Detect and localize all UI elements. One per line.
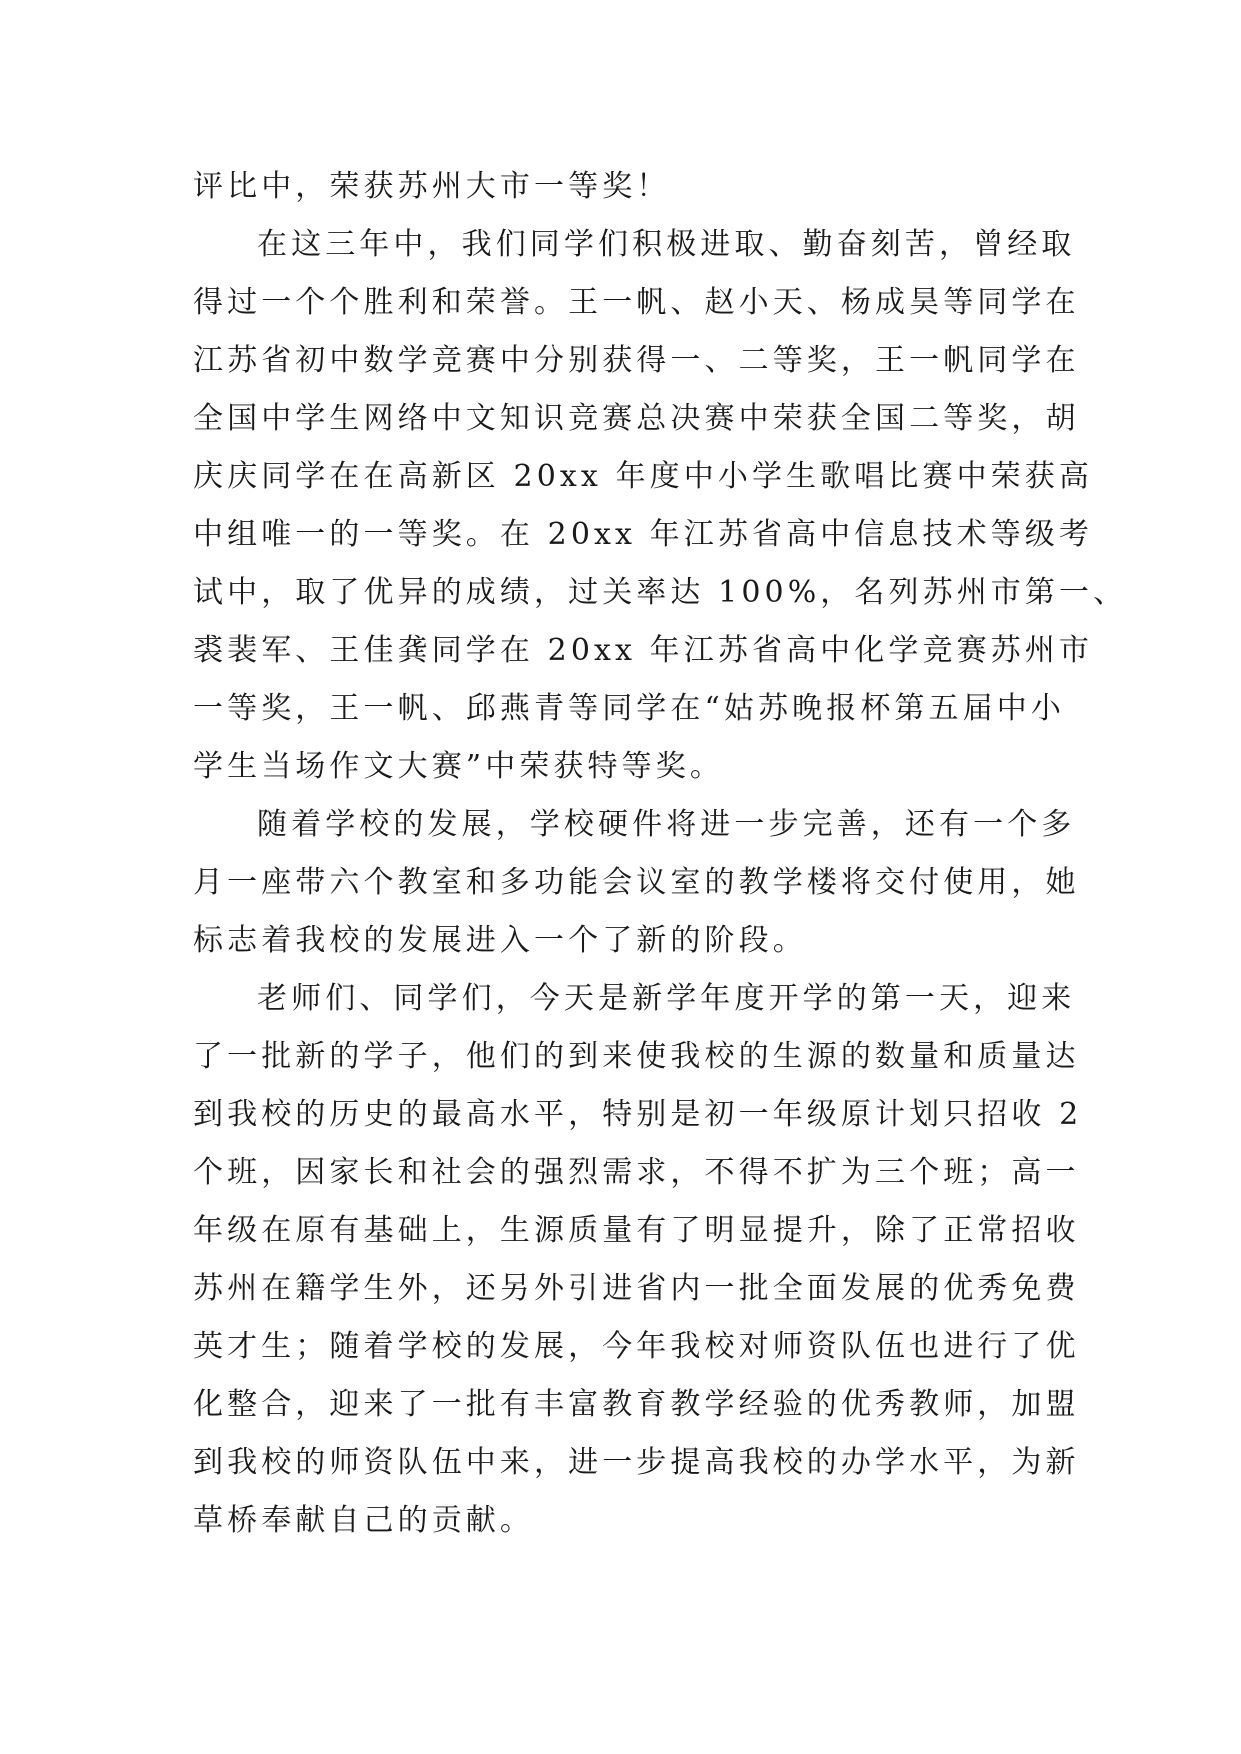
text-line: 评比中，荣获苏州大市一等奖！ (193, 169, 671, 204)
text-line: 全国中学生网络中文知识竞赛总决赛中荣获全国二等奖，胡 (193, 401, 1080, 436)
text-line: 英才生；随着学校的发展，今年我校对师资队伍也进行了优 (193, 1329, 1080, 1364)
body-text (193, 158, 1128, 1550)
text-line: 试中，取了优异的成绩，过关率达 100%，名列苏州市第一、 (193, 575, 1128, 610)
text-line: 得过一个个胜利和荣誉。王一帆、赵小天、杨成昊等同学在 (193, 285, 1080, 320)
text-line: 标志着我校的发展进入一个了新的阶段。 (193, 923, 807, 958)
text-line: 草桥奉献自己的贡献。 (193, 1503, 534, 1538)
text-line: 月一座带六个教室和多功能会议室的教学楼将交付使用，她 (193, 865, 1080, 900)
text-line: 化整合，迎来了一批有丰富教育教学经验的优秀教师，加盟 (193, 1387, 1080, 1422)
text-line: 庆庆同学在在高新区 20xx 年度中小学生歌唱比赛中荣获高 (193, 459, 1093, 494)
text-line: 个班，因家长和社会的强烈需求，不得不扩为三个班；高一 (193, 1155, 1080, 1190)
text-line: 苏州在籍学生外，还另外引进省内一批全面发展的优秀免费 (193, 1271, 1080, 1306)
text-line: 了一批新的学子，他们的到来使我校的生源的数量和质量达 (193, 1039, 1080, 1074)
paragraph-start-line: 在这三年中，我们同学们积极进取、勤奋刻苦，曾经取 (257, 227, 1076, 262)
text-line: 一等奖，王一帆、邱燕青等同学在“姑苏晚报杯第五届中小 (193, 691, 1065, 726)
paragraph-start-line: 老师们、同学们，今天是新学年度开学的第一天，迎来 (257, 981, 1076, 1016)
text-line: 学生当场作文大赛”中荣获特等奖。 (193, 749, 724, 784)
text-line: 到我校的历史的最高水平，特别是初一年级原计划只招收 2 (193, 1097, 1083, 1132)
text-line: 中组唯一的一等奖。在 20xx 年江苏省高中信息技术等级考 (193, 517, 1093, 552)
text-line: 到我校的师资队伍中来，进一步提高我校的办学水平，为新 (193, 1445, 1080, 1480)
text-line: 裘裴军、王佳龚同学在 20xx 年江苏省高中化学竞赛苏州市 (193, 633, 1093, 668)
paragraph-start-line: 随着学校的发展，学校硬件将进一步完善，还有一个多 (257, 807, 1076, 842)
text-line: 江苏省初中数学竞赛中分别获得一、二等奖，王一帆同学在 (193, 343, 1080, 378)
text-line: 年级在原有基础上，生源质量有了明显提升，除了正常招收 (193, 1213, 1080, 1248)
